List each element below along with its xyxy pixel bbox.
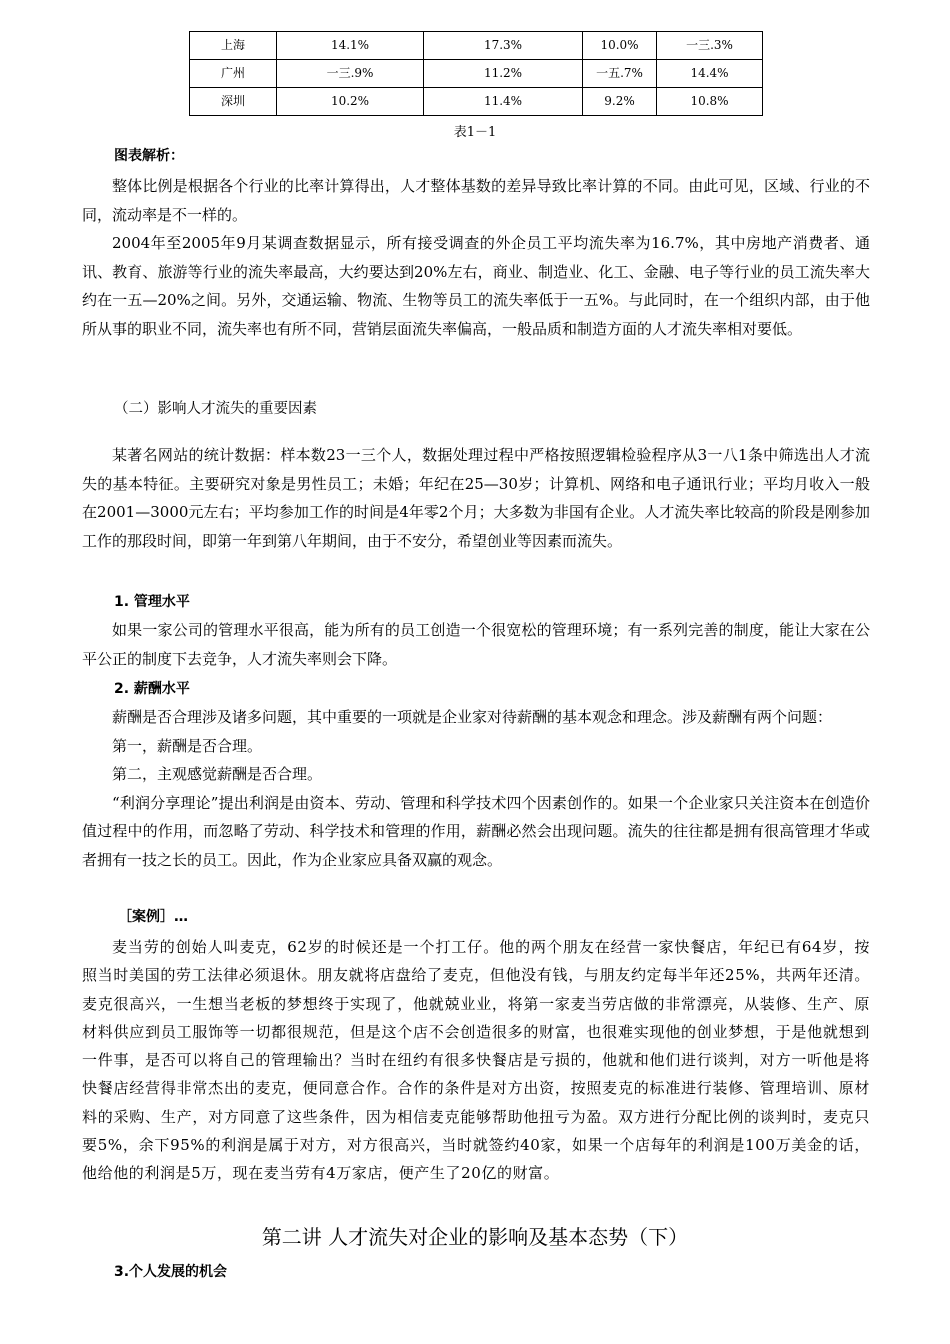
table-row bbox=[190, 60, 763, 88]
item2-body bbox=[82, 703, 870, 875]
table-cell: 一三.3% bbox=[657, 32, 763, 60]
table-cell: 上海 bbox=[190, 32, 277, 60]
item3-heading: 3.个人发展的机会 bbox=[114, 1264, 228, 1280]
table-row bbox=[190, 88, 763, 116]
case-body bbox=[82, 933, 870, 1188]
table-cell: 深圳 bbox=[190, 88, 277, 116]
analysis-body bbox=[82, 172, 870, 344]
table-row bbox=[190, 32, 763, 60]
table-cell: 14.1% bbox=[277, 32, 424, 60]
table-cell: 14.4% bbox=[657, 60, 763, 88]
table-cell: 10.2% bbox=[277, 88, 424, 116]
analysis-heading: 图表解析： bbox=[114, 148, 184, 164]
table-cell: 一五.7% bbox=[583, 60, 657, 88]
case-paragraph: 麦当劳的创始人叫麦克，62岁的时候还是一个打工仔。他的两个朋友在经营一家快餐店，年纪已有64岁，按照当时美国的劳工法律必须退休。朋友就将店盘给了麦克，但他没有钱，与朋友约定每半年还25%，共两年还清。麦克很高兴，一生想当老板的梦想终于实现了，他就兢业业，将第一家麦当劳店做的非常漂亮，从装修、生产、原材料供应到员工服饰等一切都很规范，但是这个店不会创造很多的财富，也很难实现他的创业梦想，于是他就想到一件事，是否可以将自己的管理输出？当时在纽约有很多快餐店是亏损的，他就和他们进行谈判，对方一听他是将快餐店经营得非常杰出的麦克，便同意合作。合作的条件是对方出资，按照麦克的标准进行装修、管理培训、原材料的采购、生产，对方同意了这些条件，因为相信麦克能够帮助他扭亏为盈。双方进行分配比例的谈判时，麦克只要5%，余下95%的利润是属于对方，对方很高兴，当时就签约40家，如果一个店每年的利润是100万美金的话，他给他的利润是5万，现在麦当劳有4万家店，便产生了20亿的财富。 bbox=[82, 938, 871, 1183]
item1-heading: 1. 管理水平 bbox=[114, 594, 190, 610]
table-cell: 广州 bbox=[190, 60, 277, 88]
item2-paragraph-3: 第二，主观感觉薪酬是否合理。 bbox=[112, 765, 323, 784]
item2-paragraph-1: 薪酬是否合理涉及诸多问题，其中重要的一项就是企业家对待薪酬的基本观念和理念。涉及薪酬有两个问题： bbox=[112, 708, 833, 726]
lecture-title: 第二讲 人才流失对企业的影响及基本态势（下） bbox=[261, 1225, 689, 1249]
table-cell: 9.2% bbox=[583, 88, 657, 116]
rate-table bbox=[189, 31, 763, 116]
section-paragraph: 某著名网站的统计数据：样本数23一三个人，数据处理过程中严格按照逻辑检验程序从3一八1条中筛选出人才流失的基本特征。主要研究对象是男性员工；未婚；年纪在25—30岁；计算机、网络和电子通讯行业；平均月收入一般在2001—3000元左右；平均参加工作的时间是4年零2个月；大多数为非国有企业。人才流失率比较高的阶段是刚参加工作的那段时间，即第一年到第八年期间，由于不安分，希望创业等因素而流失。 bbox=[82, 446, 870, 550]
table-caption: 表1－1 bbox=[453, 125, 497, 140]
table-cell: 11.2% bbox=[424, 60, 583, 88]
item1-paragraph: 如果一家公司的管理水平很高，能为所有的员工创造一个很宽松的管理环境；有一系列完善的制度，能让大家在公平公正的制度下去竞争，人才流失率则会下降。 bbox=[82, 621, 870, 668]
analysis-paragraph-1: 整体比例是根据各个行业的比率计算得出，人才整体基数的差异导致比率计算的不同。由此可见，区域、行业的不同，流动率是不一样的。 bbox=[82, 177, 870, 224]
item1-body bbox=[82, 616, 870, 673]
table-cell: 11.4% bbox=[424, 88, 583, 116]
analysis-paragraph-2: 2004年至2005年9月某调查数据显示，所有接受调查的外企员工平均流失率为16.7%，其中房地产消费者、通讯、教育、旅游等行业的流失率最高，大约要达到20%左右，商业、制造业、化工、金融、电子等行业的员工流失率大约在一五—20%之间。另外，交通运输、物流、生物等员工的流失率低于一五%。与此同时，在一个组织内部，由于他所从事的职业不同，流失率也有所不同，营销层面流失率偏高，一般品质和制造方面的人才流失率相对要低。 bbox=[82, 234, 870, 338]
section-body bbox=[82, 441, 870, 555]
item2-heading: 2. 薪酬水平 bbox=[114, 681, 190, 697]
table-cell: 17.3% bbox=[424, 32, 583, 60]
table-cell: 一三.9% bbox=[277, 60, 424, 88]
item2-paragraph-2: 第一，薪酬是否合理。 bbox=[112, 736, 263, 755]
section-heading: （二）影响人才流失的重要因素 bbox=[114, 401, 317, 417]
case-heading: ［案例］… bbox=[118, 909, 188, 925]
table-cell: 10.8% bbox=[657, 88, 763, 116]
item2-paragraph-4: “利润分享理论”提出利润是由资本、劳动、管理和科学技术四个因素创作的。如果一个企业家只关注资本在创造价值过程中的作用，而忽略了劳动、科学技术和管理的作用，薪酬必然会出现问题。流失的往往都是拥有很高管理才华或者拥有一技之长的员工。因此，作为企业家应具备双赢的观念。 bbox=[82, 793, 870, 869]
table-cell: 10.0% bbox=[583, 32, 657, 60]
